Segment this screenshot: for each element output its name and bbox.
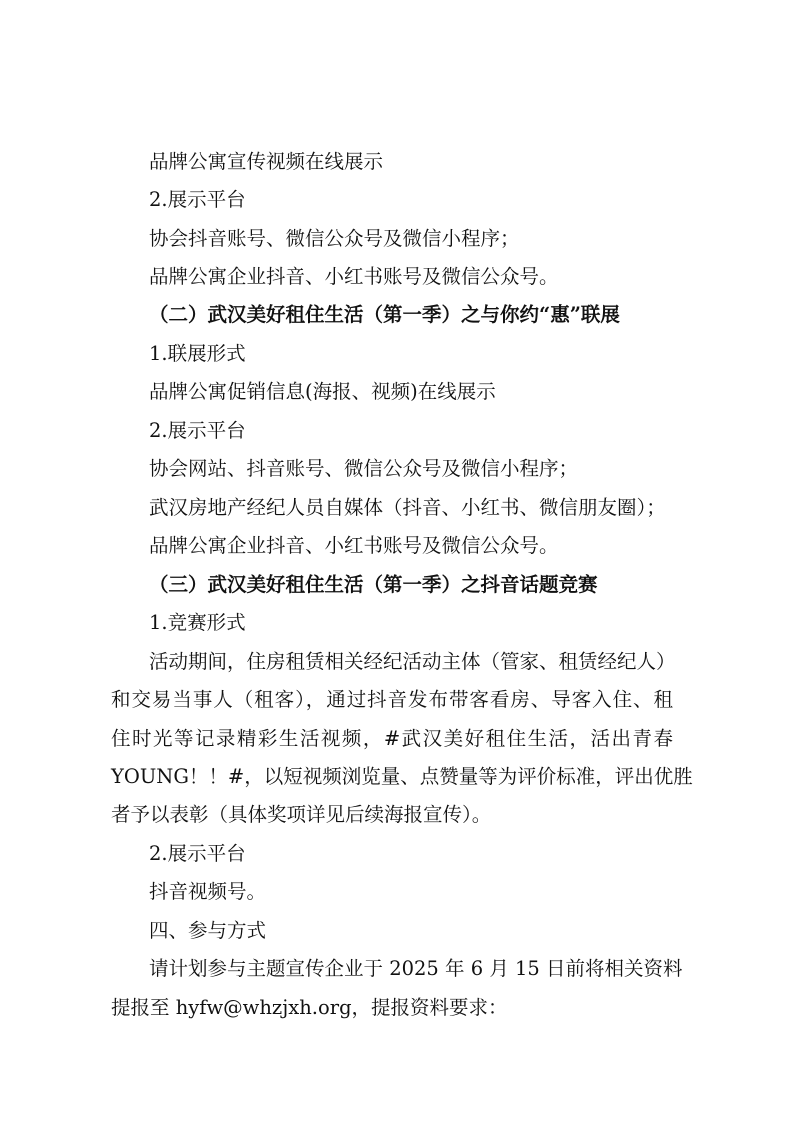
paragraph-line: 活动期间，住房租赁相关经纪活动主体（管家、租赁经纪人） [149, 650, 676, 673]
paragraph-line: 提报至 hyfw@whzjxh.org，提报资料要求： [111, 996, 508, 1019]
paragraph-line: 品牌公寓企业抖音、小红书账号及微信公众号。 [149, 265, 559, 288]
paragraph-line: YOUNG！！#，以短视频浏览量、点赞量等为评价标准，评出优胜 [111, 765, 693, 788]
paragraph-line: 品牌公寓企业抖音、小红书账号及微信公众号。 [149, 534, 559, 557]
paragraph-line: 协会抖音账号、微信公众号及微信小程序； [149, 227, 520, 250]
subsection-heading: 2.展示平台 [149, 842, 246, 865]
paragraph-line: 住时光等记录精彩生活视频，#武汉美好租住生活，活出青春 [111, 727, 673, 750]
paragraph-line: 请计划参与主题宣传企业于 2025 年 6 月 15 日前将相关资料 [149, 957, 683, 980]
subsection-heading: 1.联展形式 [149, 342, 246, 365]
section-heading: 四、参与方式 [149, 919, 267, 942]
section-heading: （二）武汉美好租住生活（第一季）之与你约“惠”联展 [149, 303, 620, 326]
paragraph-line: 武汉房地产经纪人员自媒体（抖音、小红书、微信朋友圈）； [149, 496, 666, 519]
paragraph-line: 抖音视频号。 [149, 880, 267, 903]
subsection-heading: 1.竞赛形式 [149, 611, 246, 634]
paragraph-line: 者予以表彰（具体奖项详见后续海报宣传）。 [111, 803, 492, 826]
paragraph-line: 品牌公寓促销信息(海报、视频)在线展示 [149, 380, 496, 403]
subsection-heading: 2.展示平台 [149, 419, 246, 442]
section-heading: （三）武汉美好租住生活（第一季）之抖音话题竞赛 [149, 573, 598, 596]
paragraph-line: 协会网站、抖音账号、微信公众号及微信小程序； [149, 457, 579, 480]
paragraph-line: 品牌公寓宣传视频在线展示 [149, 150, 384, 173]
subsection-heading: 2.展示平台 [149, 188, 246, 211]
paragraph-line: 和交易当事人（租客），通过抖音发布带客看房、导客入住、租 [111, 688, 673, 711]
